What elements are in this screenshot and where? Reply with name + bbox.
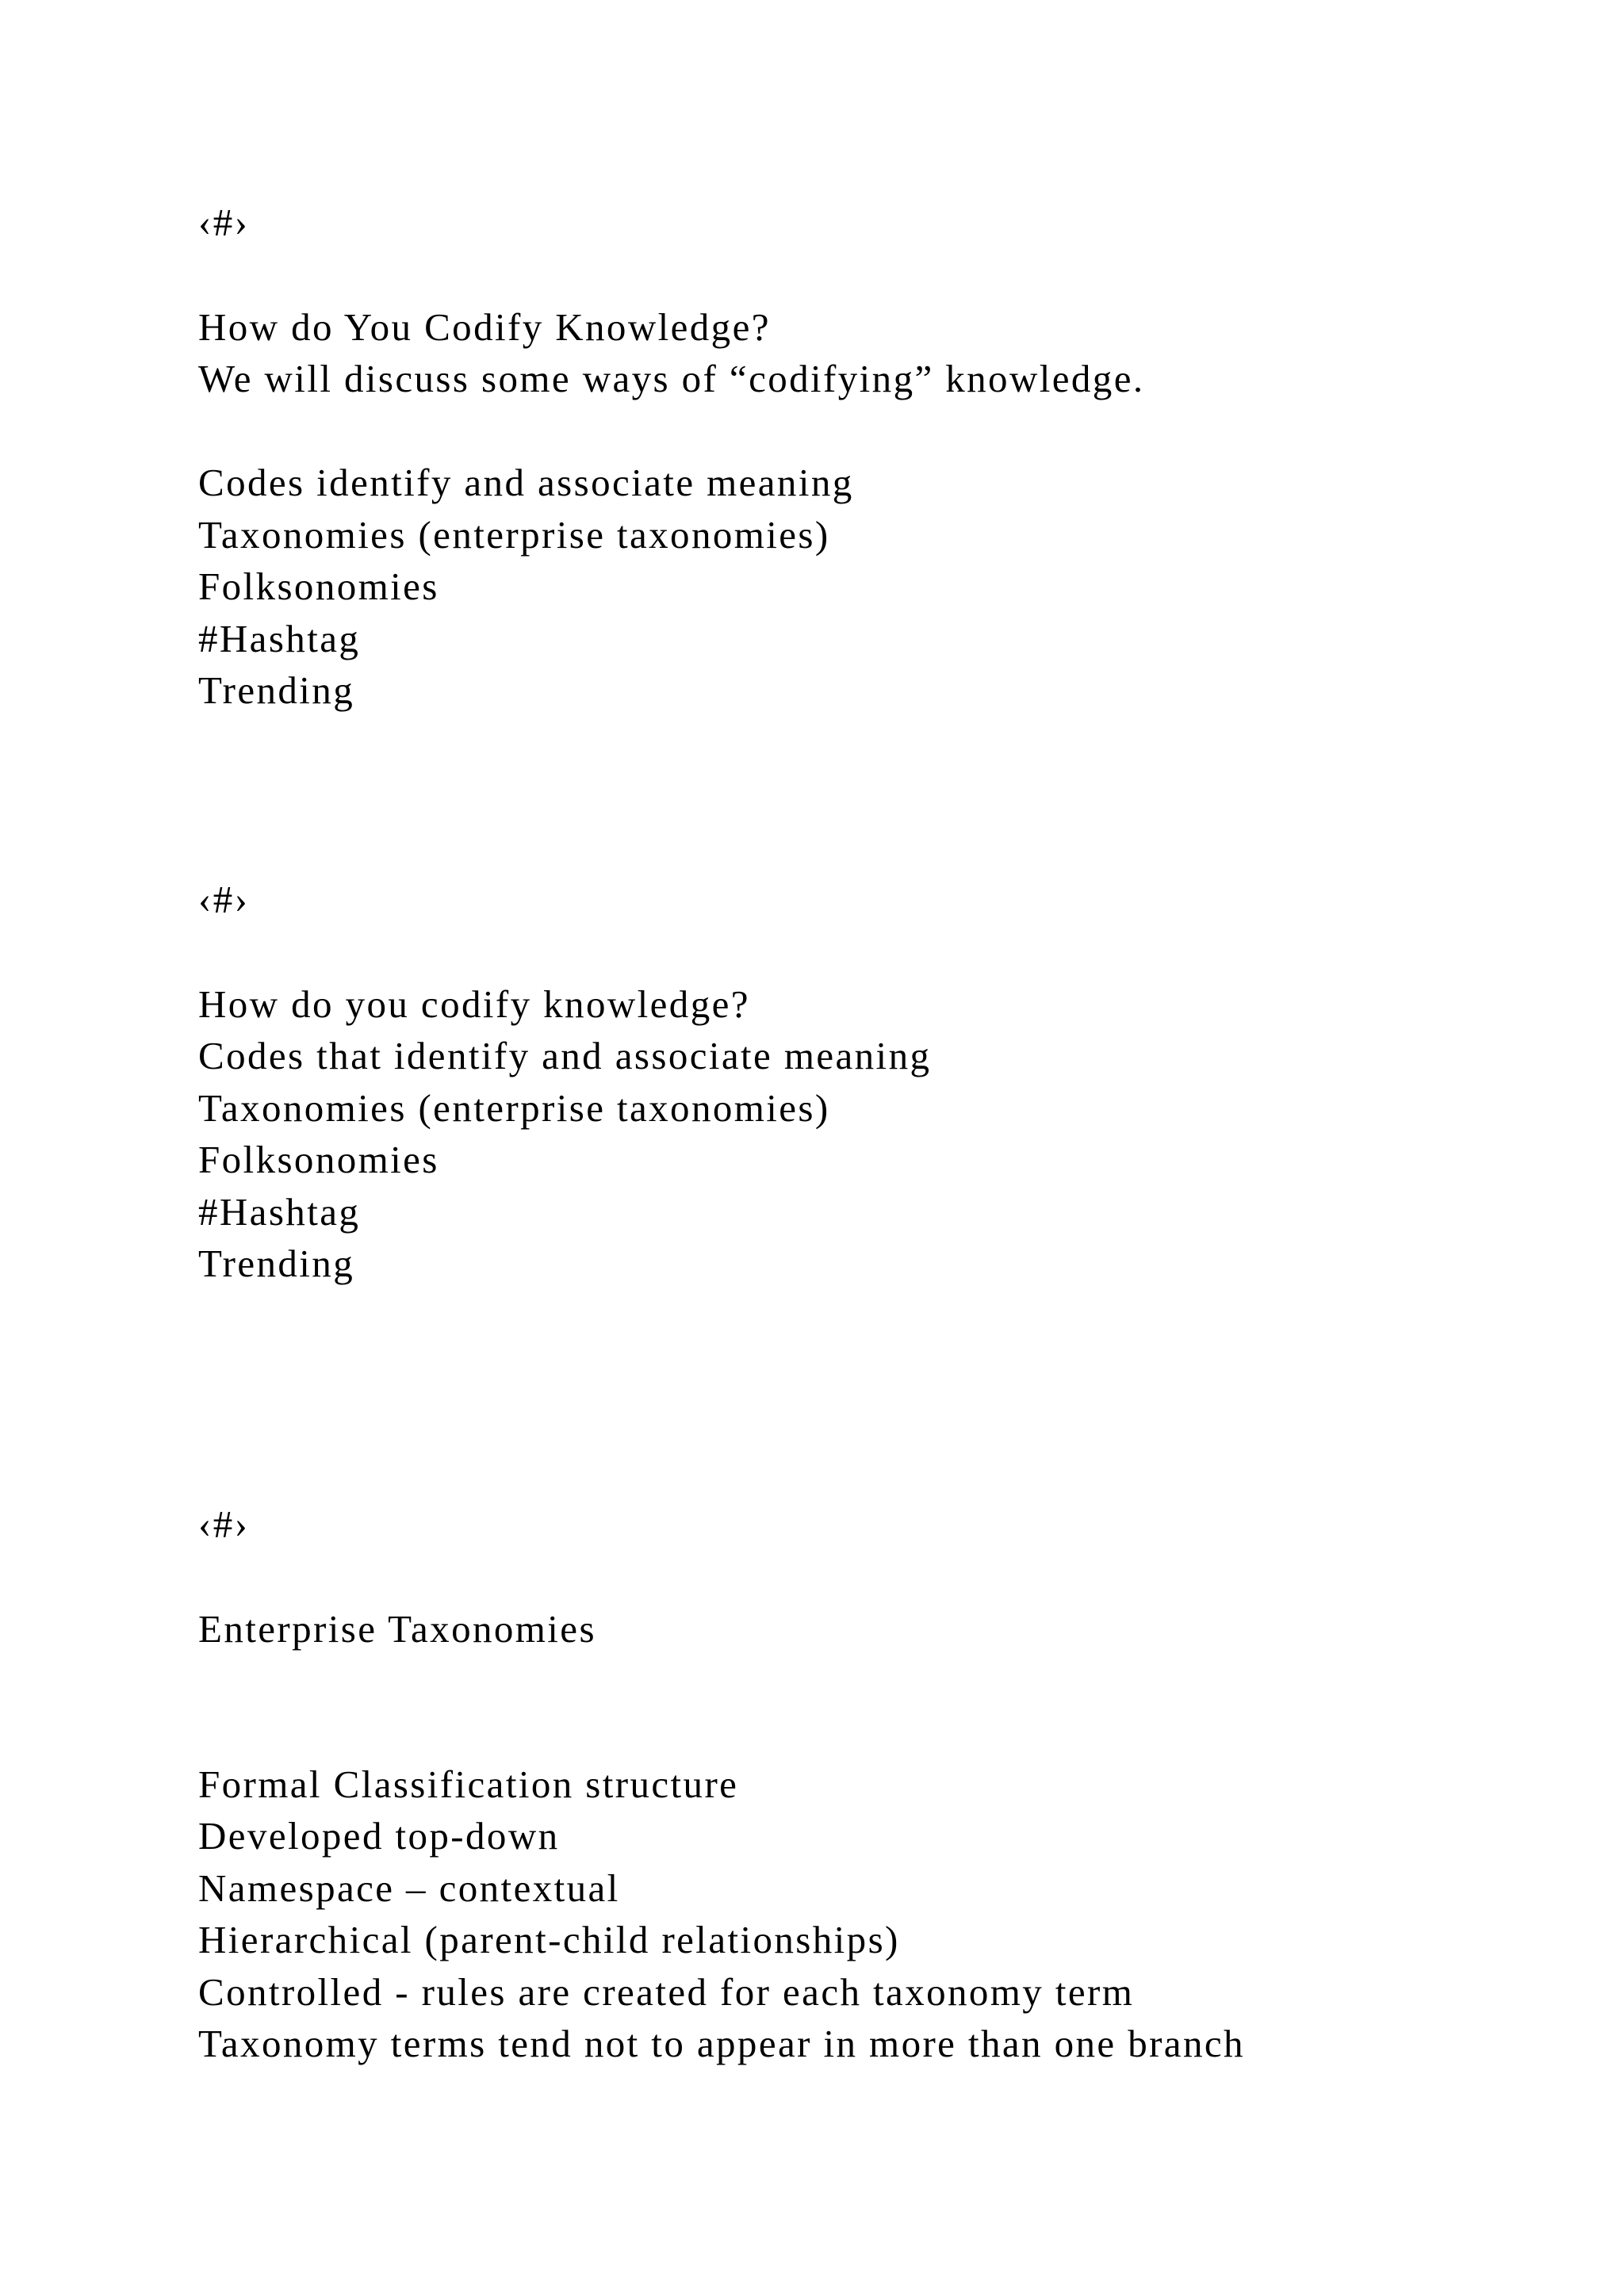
slide-number-placeholder: ‹#› xyxy=(198,201,250,244)
slide-text-line: Taxonomies (enterprise taxonomies) xyxy=(198,1086,830,1130)
slide-text-line: Formal Classification structure xyxy=(198,1762,739,1806)
slide-title: How do you codify knowledge? xyxy=(198,982,750,1026)
slide-text-line: Namespace – contextual xyxy=(198,1866,620,1910)
slide-number-placeholder: ‹#› xyxy=(198,1502,250,1546)
slide-text-line: Hierarchical (parent-child relationships) xyxy=(198,1918,900,1961)
slide-text-line: Codes identify and associate meaning xyxy=(198,461,854,504)
slide-title: Enterprise Taxonomies xyxy=(198,1607,596,1651)
slide-text-line: Trending xyxy=(198,1242,355,1285)
slide-text-line: #Hashtag xyxy=(198,617,361,660)
slide-number-placeholder: ‹#› xyxy=(198,878,250,921)
slide-text-line: #Hashtag xyxy=(198,1190,361,1234)
slide-text-line: Developed top-down xyxy=(198,1814,560,1858)
slide-text-line: Controlled - rules are created for each taxonomy term xyxy=(198,1970,1135,2014)
slide-text-line: Taxonomies (enterprise taxonomies) xyxy=(198,513,830,557)
slide-text-line: Folksonomies xyxy=(198,1138,439,1181)
slide-text-line: Trending xyxy=(198,668,355,712)
slide-title: How do You Codify Knowledge? xyxy=(198,305,771,349)
slide-text-line: Taxonomy terms tend not to appear in more than one branch xyxy=(198,2022,1245,2065)
slide-text-line: Folksonomies xyxy=(198,564,439,608)
slide-text-line: Codes that identify and associate meaning xyxy=(198,1034,932,1077)
slide-text-line: We will discuss some ways of “codifying” knowledge. xyxy=(198,357,1145,400)
